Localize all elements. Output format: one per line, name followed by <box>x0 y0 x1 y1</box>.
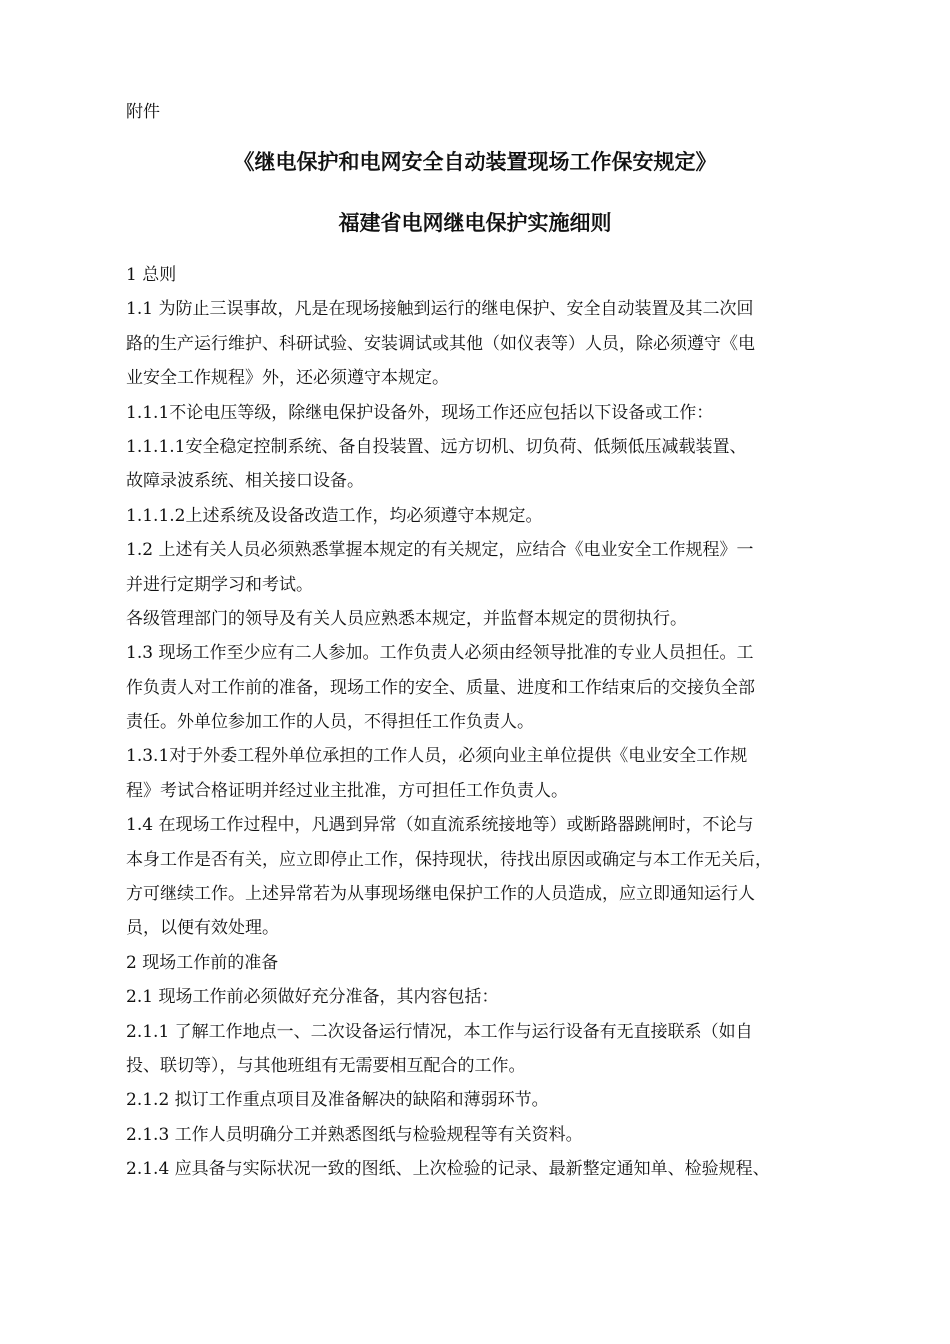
paragraph-line: 2.1.4 应具备与实际状况一致的图纸、上次检验的记录、最新整定通知单、检验规程、 <box>126 1159 770 1180</box>
paragraph-line: 业安全工作规程》外，还必须遵守本规定。 <box>126 368 449 389</box>
paragraph-line: 1.1.1不论电压等级，除继电保护设备外，现场工作还应包括以下设备或工作： <box>126 402 714 423</box>
paragraph-line: 2.1.3 工作人员明确分工并熟悉图纸与检验规程等有关资料。 <box>126 1124 583 1145</box>
paragraph-line: 1.1.1.1安全稳定控制系统、备自投装置、远方切机、切负荷、低频低压减载装置、 <box>126 436 747 457</box>
document-subtitle: 福建省电网继电保护实施细则 <box>338 211 612 235</box>
section-heading-2: 2 现场工作前的准备 <box>126 952 279 973</box>
paragraph-line: 作负责人对工作前的准备，现场工作的安全、质量、进度和工作结束后的交接负全部 <box>126 677 755 698</box>
paragraph-line: 程》考试合格证明并经过业主批准，方可担任工作负责人。 <box>126 780 568 801</box>
paragraph-line: 2.1.2 拟订工作重点项目及准备解决的缺陷和薄弱环节。 <box>126 1090 549 1111</box>
paragraph-line: 并进行定期学习和考试。 <box>126 574 313 595</box>
paragraph-line: 2.1 现场工作前必须做好充分准备，其内容包括： <box>126 987 499 1008</box>
paragraph-line: 1.3 现场工作至少应有二人参加。工作负责人必须由经领导批准的专业人员担任。工 <box>126 643 754 664</box>
paragraph-line: 1.4 在现场工作过程中，凡遇到异常（如直流系统接地等）或断路器跳闸时，不论与 <box>126 815 754 836</box>
section-heading-1: 1 总则 <box>126 265 177 285</box>
paragraph-line: 方可继续工作。上述异常若为从事现场继电保护工作的人员造成，应立即通知运行人 <box>126 884 755 905</box>
paragraph-line: 路的生产运行维护、科研试验、安装调试或其他（如仪表等）人员，除必须遵守《电 <box>126 333 755 354</box>
paragraph-line: 故障录波系统、相关接口设备。 <box>126 471 364 492</box>
paragraph-line: 员，以便有效处理。 <box>126 918 279 939</box>
paragraph-line: 1.3.1对于外委工程外单位承担的工作人员，必须向业主单位提供《电业安全工作规 <box>126 746 748 767</box>
paragraph-line: 本身工作是否有关，应立即停止工作，保持现状，待找出原因或确定与本工作无关后， <box>126 849 772 870</box>
attachment-label: 附件 <box>126 102 160 122</box>
paragraph-line: 各级管理部门的领导及有关人员应熟悉本规定，并监督本规定的贯彻执行。 <box>126 608 687 629</box>
paragraph-line: 1.1.1.2上述系统及设备改造工作，均必须遵守本规定。 <box>126 505 543 526</box>
paragraph-line: 投、联切等），与其他班组有无需要相互配合的工作。 <box>126 1055 526 1076</box>
document-body <box>126 258 842 1187</box>
paragraph-line: 责任。外单位参加工作的人员，不得担任工作负责人。 <box>126 712 534 733</box>
document-title: 《继电保护和电网安全自动装置现场工作保安规定》 <box>233 150 717 174</box>
paragraph-line: 1.1 为防止三误事故，凡是在现场接触到运行的继电保护、安全自动装置及其二次回 <box>126 299 754 320</box>
paragraph-line: 1.2 上述有关人员必须熟悉掌握本规定的有关规定，应结合《电业安全工作规程》一 <box>126 540 754 561</box>
paragraph-line: 2.1.1 了解工作地点一、二次设备运行情况，本工作与运行设备有无直接联系（如自 <box>126 1021 753 1042</box>
